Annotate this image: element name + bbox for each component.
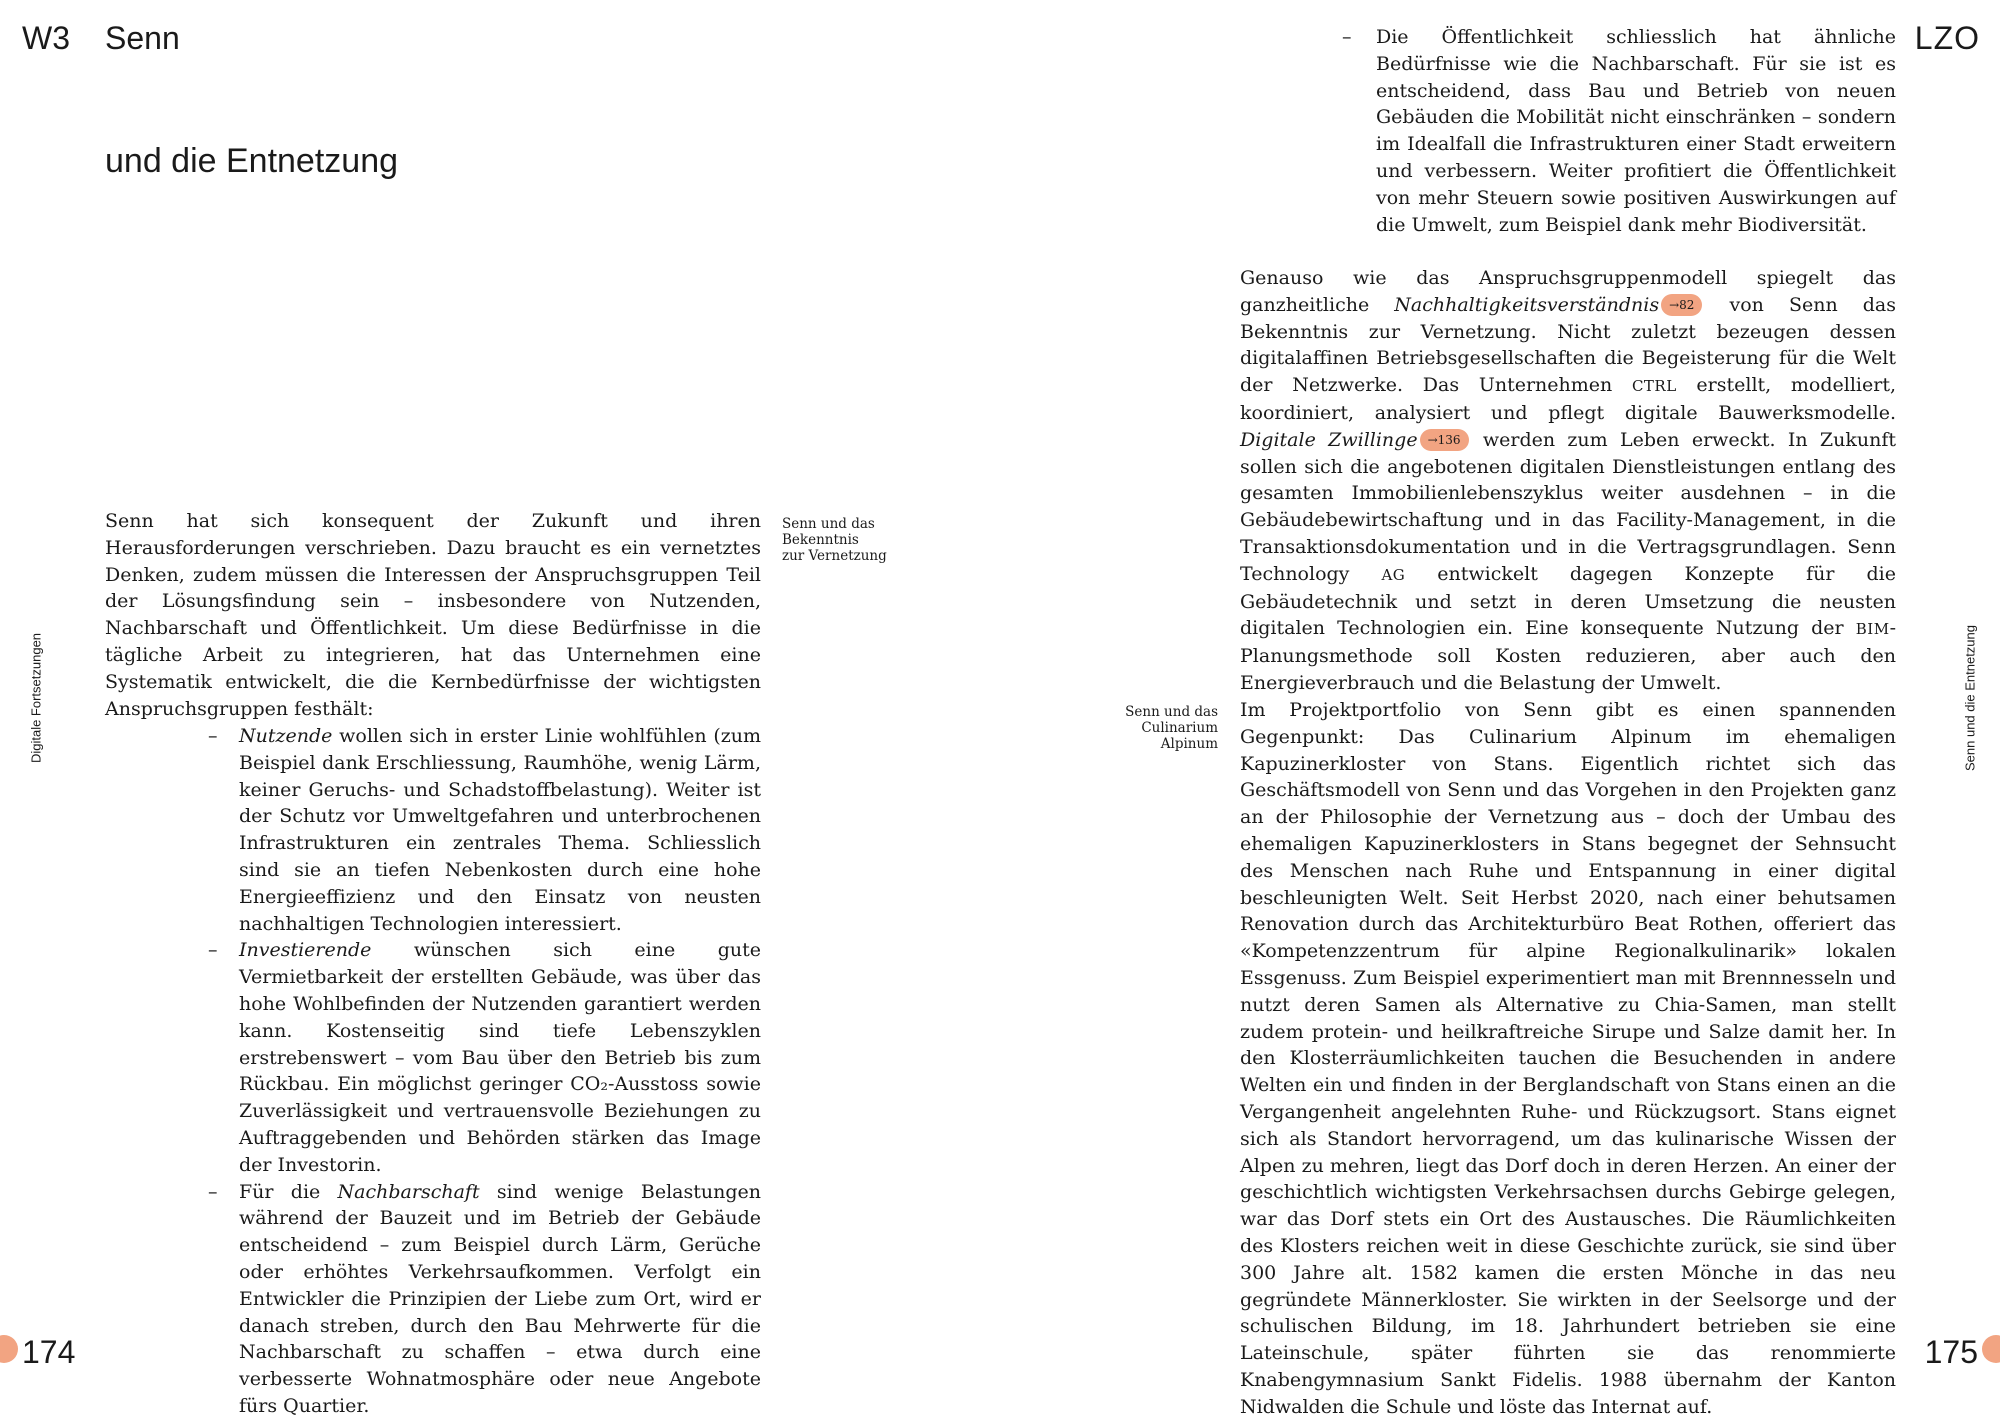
margin-note-right bbox=[1060, 704, 1218, 752]
list-item bbox=[105, 1179, 761, 1420]
text-run: entwickelt dagegen Konzepte für die Gebäudetechnik und setzt in deren Umsetzung die neusten digitalen Technologien ein. Eine konsequente Nutzung der bbox=[1240, 562, 1896, 640]
bullet-text: wollen sich in erster Linie wohlfühlen (zum Beispiel dank Erschliessung, Raumhöhe, wenig Lärm, keiner Geruchs- und Schadstoffbelastung). Weiter ist der Schutz vor Umweltgefahren und unterbrochenen Infrastrukturen ein zentrales Thema. Schliesslich sind sie an tiefen Nebenkosten durch eine hohe Energieeffizienz und den Einsatz von neusten nachhaltigen Technologien interessiert. bbox=[239, 725, 761, 935]
margin-note-line: Senn und das bbox=[782, 516, 875, 532]
bullet-lead: Für die bbox=[239, 1180, 338, 1203]
abbr-bim: BIM bbox=[1855, 620, 1890, 639]
text-run: -Planungsmethode soll Kosten reduzieren, aber auch den Energieverbrauch und die Belastung der Umwelt. bbox=[1240, 617, 1896, 694]
list-dash: – bbox=[208, 725, 218, 747]
bullet-text: sind wenige Belastungen während der Bauzeit und im Betrieb der Gebäude entscheidend – zum Beispiel durch Lärm, Gerüche oder erhöhtes Verkehrsaufkommen. Verfolgt ein Entwickler die Prinzipien der Liebe zum Ort, wird er danach streben, durch den Bau Mehrwerte für die Nachbarschaft zu schaffen – etwa durch eine verbesserte Wohnatmosphäre oder neue Angebote fürs Quartier. bbox=[239, 1180, 761, 1417]
term-sustainability: Nachhaltigkeitsverständnis bbox=[1394, 293, 1660, 316]
page-marker-dot bbox=[1982, 1335, 2000, 1363]
networking-paragraph bbox=[1240, 265, 1896, 697]
list-item bbox=[1342, 24, 1896, 238]
page-number-right: 175 bbox=[1924, 1334, 1978, 1370]
margin-note-line: Culinarium bbox=[1141, 720, 1218, 736]
term-digital-twins: Digitale Zwillinge bbox=[1240, 428, 1418, 451]
section-code: W3 bbox=[22, 20, 70, 56]
list-dash: – bbox=[1342, 26, 1352, 48]
stakeholder-list bbox=[105, 723, 761, 1420]
text-run: Genauso wie das Anspruchsgruppenmodell spiegelt das ganzheitliche bbox=[1240, 267, 1896, 316]
list-dash: – bbox=[208, 1180, 218, 1203]
list-item bbox=[105, 723, 761, 937]
bullet-term: Nachbarschaft bbox=[337, 1180, 480, 1203]
bullet-text: Die Öffentlichkeit schliesslich hat ähnliche Bedürfnisse wie die Nachbarschaft. Für sie ist es entscheidend, dass Bau und Betrieb von neuen Gebäuden die Mobilität nicht einschränken – sondern im Idealfall die Infrastrukturen einer Stadt erweitern und verbessern. Weiter profitiert die Öffentlichkeit von mehr Steuern sowie positiven Auswirkungen auf die Umwelt, zum Beispiel dank mehr Biodiversität. bbox=[1376, 26, 1896, 236]
chapter-subtitle: und die Entnetzung bbox=[105, 142, 399, 180]
right-section-code: LZO bbox=[1914, 20, 1980, 56]
list-dash: – bbox=[208, 939, 218, 962]
bullet-term: Investierende bbox=[239, 939, 372, 962]
company-title: Senn bbox=[105, 20, 180, 56]
margin-note-line: Bekenntnis bbox=[782, 532, 859, 548]
left-intro-paragraph: Senn hat sich konsequent der Zukunft und ihren Herausforderungen verschrieben. Dazu braucht es ein vernetztes Denken, zudem müssen die Interessen der Anspruchsgruppen Teil der Lösungsfindung sein – insbesondere von Nutzenden, Nachbarschaft und Öffentlichkeit. Um diese Bedürfnisse in die tägliche Arbeit zu integrieren, hat das Unternehmen eine Systematik entwickelt, die die Kernbedürfnisse der wichtigsten Anspruchsgruppen festhält: bbox=[105, 510, 761, 720]
list-item bbox=[105, 937, 761, 1178]
margin-note-line: Alpinum bbox=[1160, 736, 1218, 752]
left-side-label: Digitale Fortsetzungen bbox=[28, 632, 44, 764]
margin-note-line: Senn und das bbox=[1125, 704, 1218, 720]
bullet-text: wünschen sich eine gute Vermietbarkeit der erstellten Gebäude, was über das hohe Wohlbefinden der Nutzenden garantiert werden kann. Kostenseitig sind tiefe Lebenszyklen erstrebenswert – vom Bau über den Betrieb bis zum Rückbau. Ein möglichst geringer CO₂-Ausstoss sowie Zuverlässigkeit und vertrauensvolle Beziehungen zu Auftraggebenden und Behörden stärken das Image der Investorin. bbox=[239, 939, 761, 1176]
bullet-term: Nutzende bbox=[239, 725, 333, 747]
page-marker-dot bbox=[0, 1335, 18, 1363]
page-reference-badge[interactable]: →136 bbox=[1420, 429, 1469, 451]
right-side-label: Senn und die Entnetzung bbox=[1962, 624, 1978, 772]
margin-note-left bbox=[782, 516, 942, 564]
text-run: werden zum Leben erweckt. In Zukunft sollen sich die angebotenen digitalen Dienstleistungen entlang des gesamten Immobilienlebenszyklus weiter ausdehnen – in die Gebäudebewirtschaftung und in das Facility-Management, in die Transaktionsdokumentation und in die Vertragsgrundlagen. Senn Technology bbox=[1240, 428, 1896, 585]
text-run: von Senn das Bekenntnis zur Vernetzung. Nicht zuletzt bezeugen dessen digitalaffinen Betriebsgesellschaften die Begeisterung für die Welt der Netzwerke. Das Unternehmen bbox=[1240, 293, 1896, 397]
company-ctrl: CTRL bbox=[1631, 377, 1677, 396]
page-reference-badge[interactable]: →82 bbox=[1661, 294, 1702, 316]
page-number-left: 174 bbox=[22, 1334, 76, 1370]
abbr-ag: AG bbox=[1381, 565, 1406, 584]
text-run: erstellt, modelliert, koordiniert, analysiert und pflegt digitale Bauwerksmodelle. bbox=[1240, 374, 1896, 424]
margin-note-line: zur Vernetzung bbox=[782, 548, 887, 564]
culinarium-paragraph: Im Projektportfolio von Senn gibt es einen spannenden Gegenpunkt: Das Culinarium Alpinum im ehemaligen Kapuzinerkloster von Stans. Eigentlich richtet sich das Geschäftsmodell von Senn und das Vorgehen in den Projekten ganz an der Philosophie der Vernetzung aus – doch der Umbau des ehemaligen Kapuzinerklosters in Stans begegnet der Sehnsucht des Menschen nach Ruhe und Entspannung in einer digital beschleunigten Welt. Seit Herbst 2020, nach einer behutsamen Renovation durch das Architekturbüro Beat Rothen, offeriert das «Kompetenzzentrum für alpine Regionalkulinarik» lokalen Essgenuss. Zum Beispiel experimentiert man mit Brennnesseln und nutzt deren Samen als Alternative zu Chia-Samen, man stellt zudem protein- und heilkraftreiche Sirupe und Salze damit her. In den Klosterräumlichkeiten tauchen die Besuchenden in andere Welten ein und finden in der Berglandschaft von Stans einen an die Vergangenheit angelehnten Ruhe- und Rückzugsort. Stans eignet sich als Standort hervorragend, um das kulinarische Wissen der Alpen zu mehren, liegt das Dorf doch in deren Herzen. An einer der geschichtlich wichtigsten Verkehrsachsen durchs Gebirge gelegen, war das Dorf stets ein Ort des Austausches. Die Räumlichkeiten des Klosters reichen weit in diese Geschichte zurück, sie sind über 300 Jahre alt. 1582 kamen die ersten Mönche in das neu gegründete Männerkloster. Sie wirkten in der Seelsorge und der schulischen Bildung, im 18. Jahrhundert betrieben sie eine Lateinschule, später führten sie das renommierte Knabengymnasium Sankt Fidelis. 1988 übernahm der Kanton Nidwalden die Schule und löste das Internat auf. bbox=[1240, 699, 1896, 1418]
public-bullet-list bbox=[1342, 24, 1896, 238]
